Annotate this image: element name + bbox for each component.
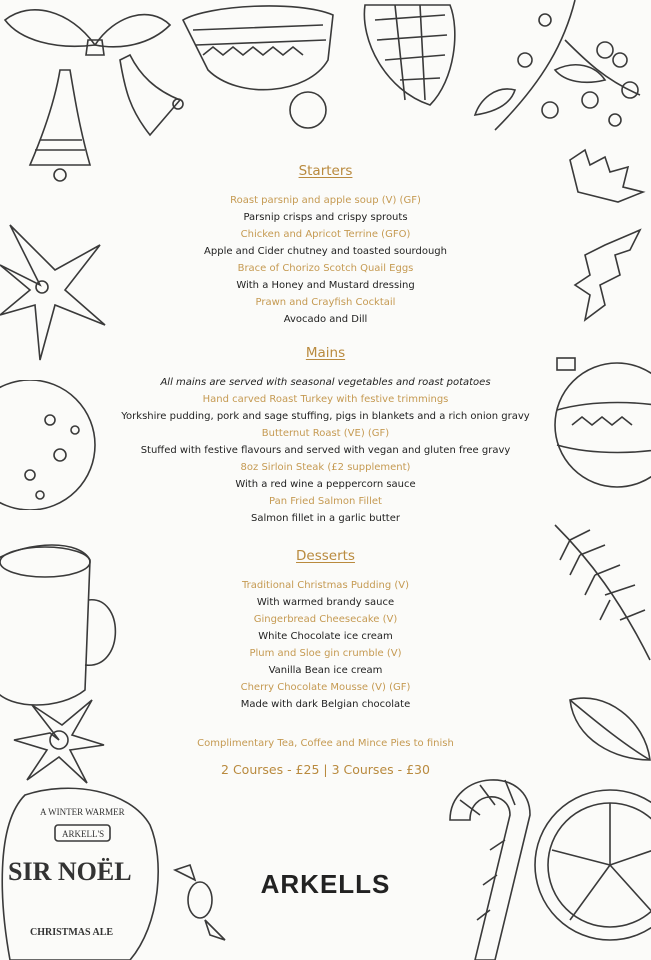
menu-item-dish: Cherry Chocolate Mousse (V) (GF) (240, 682, 411, 693)
brand-logo: ARKELLS (260, 869, 391, 899)
bobble-hat-icon (178, 0, 338, 135)
menu-item-desc: With a red wine a peppercorn sauce (235, 479, 416, 490)
badge-bottom-text: CHRISTMAS ALE (30, 927, 114, 938)
mains-heading: Mains (305, 345, 346, 361)
menu-item-dish: Gingerbread Cheesecake (V) (253, 614, 398, 625)
flower-icon (12, 695, 107, 785)
mug-icon (0, 540, 120, 715)
menu-item-desc: Salmon fillet in a garlic butter (251, 513, 400, 524)
desserts-section (110, 547, 541, 713)
badge-name-text: SIR NOËL (8, 857, 132, 886)
menu-item-desc: Made with dark Belgian chocolate (240, 699, 411, 710)
star-anise-icon (0, 205, 110, 365)
menu-item-desc: Yorkshire pudding, pork and sage stuffing, pigs in blankets and a rich onion gravy (121, 411, 530, 422)
menu-item-dish: 8oz Sirloin Steak (£2 supplement) (240, 462, 411, 473)
menu-item-desc: With warmed brandy sauce (256, 597, 395, 608)
price-line: 2 Courses - £25 | 3 Courses - £30 (221, 762, 430, 777)
badge-maker-text: ARKELL'S (62, 829, 105, 839)
menu-item-dish: Hand carved Roast Turkey with festive trimmings (202, 394, 449, 405)
menu-item-desc: White Chocolate ice cream (258, 631, 393, 642)
menu-item-dish: Brace of Chorizo Scotch Quail Eggs (237, 263, 414, 274)
menu-item-desc: With a Honey and Mustard dressing (236, 280, 415, 291)
desserts-heading: Desserts (296, 548, 355, 564)
mains-note: All mains are served with seasonal vegetables and roast potatoes (160, 377, 491, 388)
menu-content (110, 162, 541, 777)
menu-item-desc: Stuffed with festive flavours and served with vegan and gluten free gravy (140, 445, 511, 456)
finish-note: Complimentary Tea, Coffee and Mince Pies to finish (197, 738, 454, 749)
menu-item-dish: Chicken and Apricot Terrine (GFO) (240, 229, 411, 240)
starters-heading: Starters (298, 163, 353, 179)
candy-cane-icon (435, 760, 545, 960)
menu-item-desc: Avocado and Dill (283, 314, 368, 325)
menu-item-dish: Prawn and Crayfish Cocktail (255, 297, 396, 308)
holly-leaf-icon (560, 140, 651, 340)
leaf-icon (565, 690, 651, 765)
mains-section (110, 344, 541, 527)
menu-item-dish: Traditional Christmas Pudding (V) (241, 580, 410, 591)
menu-item-desc: Vanilla Bean ice cream (268, 665, 383, 676)
cookie-icon (0, 380, 100, 510)
menu-item-dish: Butternut Roast (VE) (GF) (261, 428, 390, 439)
bauble-icon (552, 350, 651, 495)
menu-item-dish: Plum and Sloe gin crumble (V) (249, 648, 402, 659)
menu-item-desc: Apple and Cider chutney and toasted sourdough (204, 246, 447, 257)
pine-cone-icon (355, 0, 465, 110)
menu-item-desc: Parsnip crisps and crispy sprouts (243, 212, 408, 223)
starters-section (110, 162, 541, 328)
badge-top-text: A WINTER WARMER (40, 807, 125, 817)
menu-item-dish: Pan Fried Salmon Fillet (269, 496, 382, 507)
menu-item-dish: Roast parsnip and apple soup (V) (GF) (230, 195, 421, 206)
berry-sprig-icon (455, 0, 651, 150)
fir-branch-icon (550, 520, 651, 670)
